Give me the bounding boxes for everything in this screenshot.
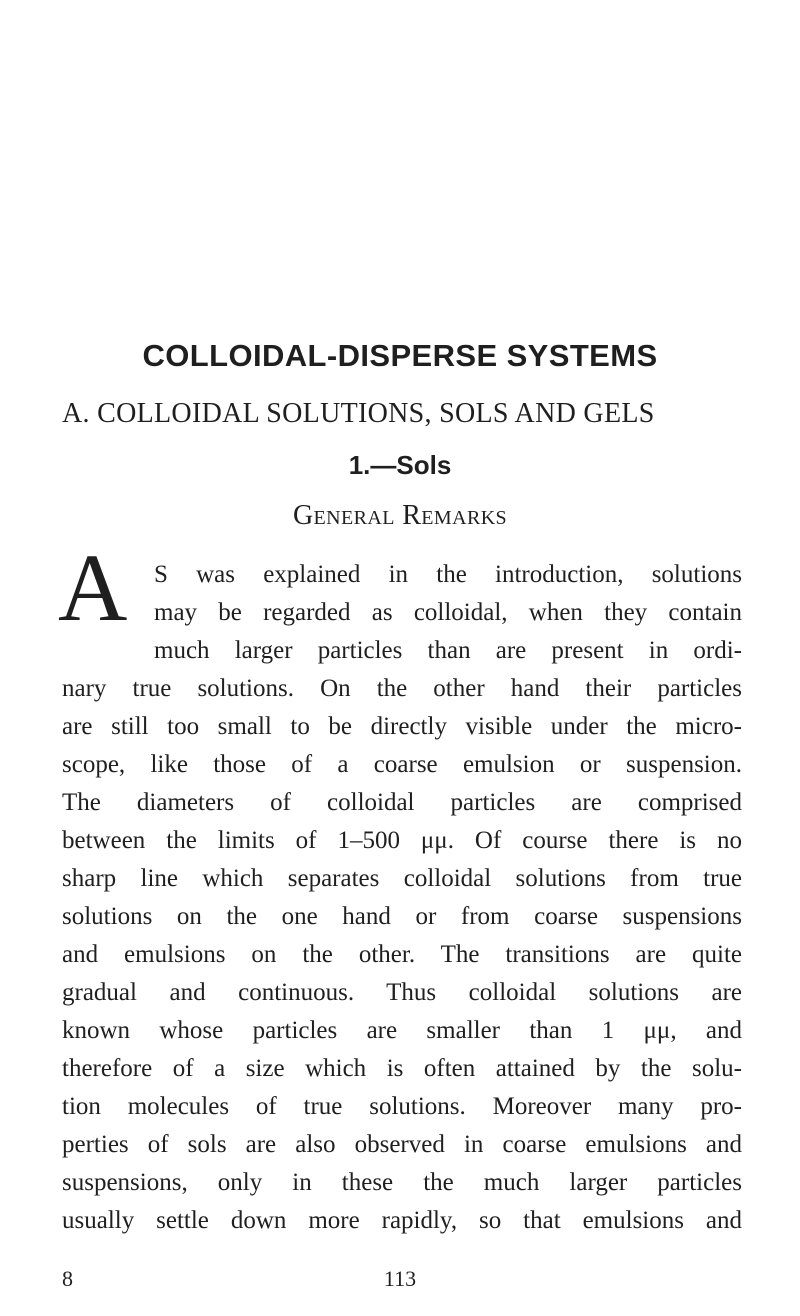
text-line: gradual and continuous. Thus colloidal solutions are [62, 979, 742, 1006]
section-heading: A. COLLOIDAL SOLUTIONS, SOLS AND GELS [62, 398, 655, 429]
text-line: and emulsions on the other. The transitions are quite [62, 941, 742, 968]
drop-cap: A [58, 534, 128, 641]
text-line: usually settle down more rapidly, so that emulsions and [62, 1207, 742, 1234]
text-line: may be regarded as colloidal, when they contain [154, 599, 742, 626]
text-line: The diameters of colloidal particles are comprised [62, 789, 742, 816]
text-line: solutions on the one hand or from coarse suspensions [62, 903, 742, 930]
subsection-heading: 1.—Sols [348, 450, 452, 480]
remarks-heading: General Remarks [292, 500, 508, 531]
text-line: between the limits of 1–500 μμ. Of course there is no [62, 827, 742, 854]
text-line: perties of sols are also observed in coarse emulsions and [62, 1131, 742, 1158]
text-line: tion molecules of true solutions. Moreover many pro- [62, 1093, 742, 1120]
text-line: S was explained in the introduction, solutions [154, 561, 742, 588]
text-line: known whose particles are smaller than 1 μμ, and [62, 1017, 742, 1044]
text-line: much larger particles than are present in ordi- [154, 637, 742, 664]
text-line: sharp line which separates colloidal solutions from true [62, 865, 742, 892]
page-number: 113 [383, 1266, 417, 1291]
text-line: are still too small to be directly visible under the micro- [62, 713, 742, 740]
text-line: nary true solutions. On the other hand their particles [62, 675, 742, 702]
text-line: therefore of a size which is often attained by the solu- [62, 1055, 742, 1082]
body-paragraph [62, 556, 742, 1240]
text-line: scope, like those of a coarse emulsion or suspension. [62, 751, 742, 778]
text-line: suspensions, only in these the much larger particles [62, 1169, 742, 1196]
page-footer [0, 1266, 800, 1296]
main-heading: COLLOIDAL-DISPERSE SYSTEMS [142, 338, 658, 373]
printer-signature: 8 [62, 1266, 73, 1291]
